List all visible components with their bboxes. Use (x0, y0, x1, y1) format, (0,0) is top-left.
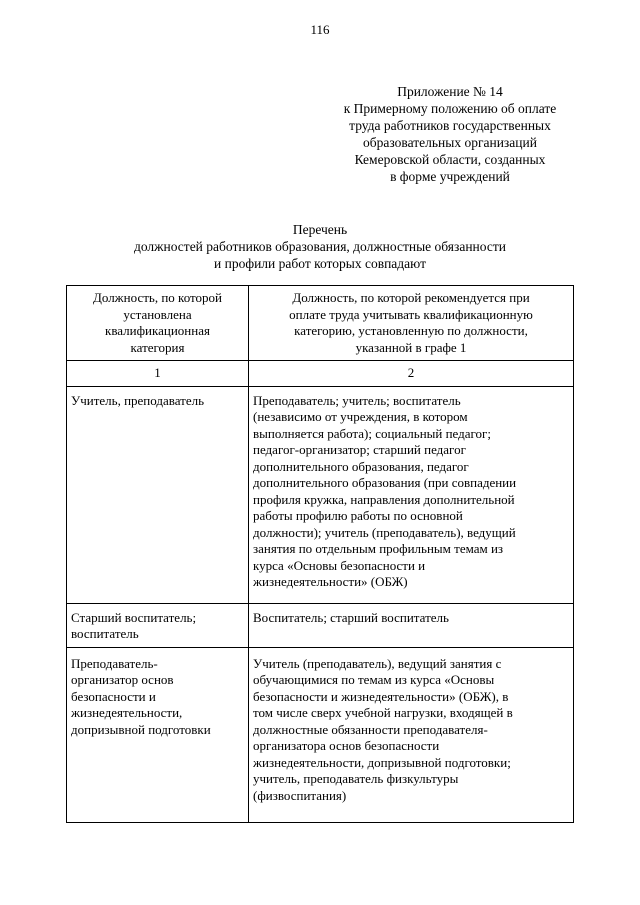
cell-line: профиля кружка, направления дополнительной (253, 491, 515, 507)
cell-line: Старший воспитатель; (71, 609, 197, 625)
column-number: 2 (249, 361, 574, 387)
appendix-heading (320, 83, 580, 185)
header-line: Должность, по которой (93, 290, 222, 305)
appendix-line: труда работников государственных (349, 118, 551, 133)
header-line: оплате труда учитывать квалификационную (289, 306, 533, 322)
table-row (67, 647, 574, 822)
header-line: установлена (123, 306, 192, 322)
table-header-row (67, 286, 574, 361)
header-cell-equivalent (249, 286, 574, 361)
title-line: Перечень (292, 222, 348, 237)
appendix-line: в форме учреждений (390, 169, 510, 184)
position-cell (67, 647, 249, 822)
header-line: категорию, установленную по должности, (294, 323, 528, 338)
document-title (0, 221, 640, 272)
position-cell (67, 603, 249, 647)
equivalents-cell (249, 386, 574, 603)
cell-line: том числе сверх учебной нагрузки, входящей в (253, 705, 513, 720)
cell-line: работы профилю работы по основной (253, 508, 463, 523)
cell-line: выполняется работа); социальный педагог; (253, 425, 491, 441)
cell-line: должностные обязанности преподавателя- (253, 721, 488, 737)
cell-line: Учитель, преподаватель (71, 392, 205, 408)
cell-line: курса «Основы безопасности и (253, 557, 426, 573)
cell-line: жизнедеятельности, (71, 705, 183, 720)
title-line: и профили работ которых совпадают (214, 256, 426, 271)
header-cell-position (67, 286, 249, 361)
cell-line: дополнительного образования (при совпадении (253, 475, 517, 490)
header-line: категория (130, 339, 185, 355)
table-row (67, 386, 574, 603)
appendix-line: образовательных организаций (363, 135, 537, 150)
cell-line: занятия по отдельным профильным темам из (253, 541, 504, 556)
cell-line: Преподаватель; учитель; воспитатель (253, 392, 461, 408)
cell-line: (независимо от учреждения, в котором (253, 409, 468, 424)
header-line: указанной в графе 1 (355, 339, 467, 355)
positions-table (66, 285, 574, 823)
cell-line: учитель, преподаватель физкультуры (253, 771, 459, 786)
page-number: 116 (310, 22, 330, 37)
column-number-row (67, 361, 574, 387)
cell-line: Воспитатель; старший воспитатель (253, 609, 449, 625)
cell-line: должности); учитель (преподаватель), ведущий (253, 524, 516, 540)
cell-line: жизнедеятельности» (ОБЖ) (253, 574, 408, 589)
position-cell (67, 386, 249, 603)
table-row (67, 603, 574, 647)
cell-line: Учитель (преподаватель), ведущий занятия с (253, 655, 502, 671)
appendix-line: к Примерному положению об оплате (343, 101, 557, 116)
cell-line: Преподаватель- (71, 655, 158, 671)
cell-line: (физвоспитания) (253, 787, 347, 803)
cell-line: обучающимися по темам из курса «Основы (253, 672, 495, 687)
header-line: Должность, по которой рекомендуется при (292, 290, 530, 305)
appendix-line: Кемеровской области, созданных (354, 152, 546, 167)
header-line: квалификационная (105, 323, 210, 338)
cell-line: педагог-организатор; старший педагог (253, 442, 466, 457)
cell-line: организатора основ безопасности (253, 738, 440, 753)
equivalents-cell (249, 603, 574, 647)
cell-line: жизнедеятельности, допризывной подготовки; (253, 754, 511, 770)
column-number: 1 (67, 361, 249, 387)
equivalents-cell (249, 647, 574, 822)
cell-line: безопасности и (71, 688, 156, 704)
appendix-line: Приложение № 14 (397, 84, 503, 99)
cell-line: воспитатель (71, 626, 139, 641)
cell-line: организатор основ (71, 672, 174, 687)
cell-line: допризывной подготовки (71, 721, 211, 737)
title-line: должностей работников образования, должностные обязанности (133, 239, 506, 254)
cell-line: дополнительного образования, педагог (253, 458, 469, 474)
cell-line: безопасности и жизнедеятельности» (ОБЖ), в (253, 688, 509, 704)
